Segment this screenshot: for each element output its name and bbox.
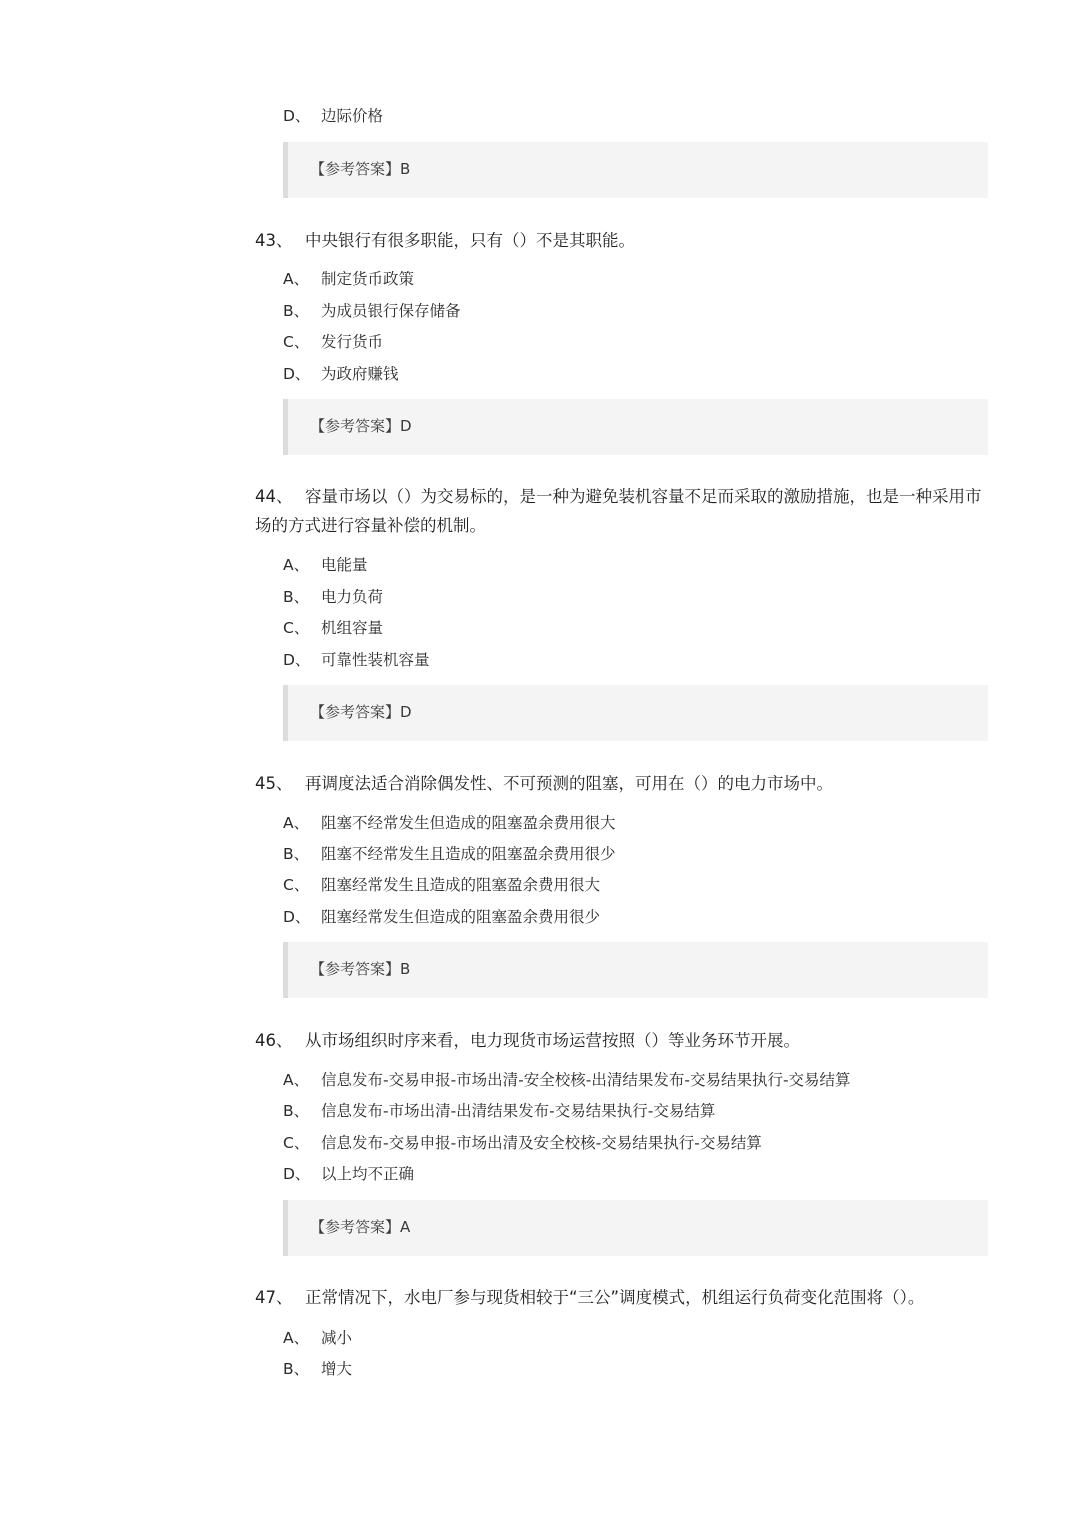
option-d (283, 106, 383, 126)
option-text: 以上均不正确 (321, 1165, 415, 1183)
option-b (283, 1101, 715, 1121)
option-letter: A、 (283, 814, 310, 832)
option-text: 为成员银行保存储备 (321, 302, 461, 320)
option-letter: B、 (283, 588, 310, 606)
option-letter: B、 (283, 302, 310, 320)
option-text: 阻塞不经常发生但造成的阻塞盈余费用很大 (321, 814, 616, 832)
option-letter: A、 (283, 1329, 310, 1347)
option-d (283, 907, 600, 927)
option-d (283, 650, 430, 670)
answer-box (283, 142, 988, 198)
option-letter: C、 (283, 1134, 310, 1152)
question-number: 45、 (255, 774, 293, 793)
question-text: 从市场组织时序来看，电力现货市场运营按照（）等业务环节开展。 (305, 1031, 800, 1050)
answer-box (283, 942, 988, 998)
option-text: 阻塞经常发生但造成的阻塞盈余费用很少 (321, 908, 601, 926)
option-c (283, 1133, 762, 1153)
option-letter: B、 (283, 845, 310, 863)
option-a (283, 813, 616, 833)
question-46 (255, 1026, 990, 1055)
answer-text: 【参考答案】B (310, 160, 411, 178)
question-47 (255, 1283, 990, 1312)
option-text: 增大 (321, 1360, 353, 1378)
question-number: 46、 (255, 1031, 293, 1050)
option-a (283, 269, 414, 289)
option-letter: A、 (283, 1071, 310, 1089)
option-letter: D、 (283, 651, 311, 669)
option-b (283, 301, 461, 321)
option-a (283, 1070, 851, 1090)
question-number: 43、 (255, 231, 293, 250)
option-letter: D、 (283, 908, 311, 926)
option-a (283, 1328, 352, 1348)
option-letter: D、 (283, 1165, 311, 1183)
answer-text: 【参考答案】D (310, 417, 412, 435)
option-c (283, 618, 383, 638)
question-45 (255, 769, 990, 798)
option-text: 为政府赚钱 (321, 365, 399, 383)
question-text: 再调度法适合消除偶发性、不可预测的阻塞，可用在（）的电力市场中。 (305, 774, 833, 793)
option-d (283, 364, 399, 384)
option-c (283, 875, 600, 895)
answer-text: 【参考答案】D (310, 703, 412, 721)
answer-box (283, 399, 988, 455)
option-d (283, 1164, 414, 1184)
option-text: 信息发布-交易申报-市场出清-安全校核-出清结果发布-交易结果执行-交易结算 (321, 1071, 851, 1089)
option-letter: C、 (283, 876, 310, 894)
option-c (283, 332, 383, 352)
option-b (283, 844, 616, 864)
option-b (283, 587, 383, 607)
option-a (283, 555, 368, 575)
answer-box (283, 685, 988, 741)
option-letter: B、 (283, 1102, 310, 1120)
question-number: 47、 (255, 1288, 293, 1307)
question-text: 容量市场以（）为交易标的，是一种为避免装机容量不足而采取的激励措施，也是一种采用市场的方式进行容量补偿的机制。 (255, 487, 982, 535)
option-text: 电力负荷 (321, 588, 384, 606)
question-number: 44、 (255, 487, 293, 506)
question-text: 中央银行有很多职能，只有（）不是其职能。 (305, 231, 635, 250)
option-text: 阻塞经常发生且造成的阻塞盈余费用很大 (321, 876, 601, 894)
option-text: 边际价格 (321, 107, 384, 125)
option-text: 减小 (321, 1329, 353, 1347)
answer-text: 【参考答案】B (310, 960, 411, 978)
option-letter: D、 (283, 365, 311, 383)
option-text: 发行货币 (321, 333, 384, 351)
question-text: 正常情况下，水电厂参与现货相较于“三公”调度模式，机组运行负荷变化范围将（）。 (305, 1288, 925, 1307)
question-43 (255, 226, 990, 255)
option-letter: C、 (283, 619, 310, 637)
option-letter: B、 (283, 1360, 310, 1378)
answer-box (283, 1200, 988, 1256)
option-text: 信息发布-市场出清-出清结果发布-交易结果执行-交易结算 (321, 1102, 716, 1120)
question-44 (255, 482, 990, 540)
option-letter: A、 (283, 556, 310, 574)
option-b (283, 1359, 352, 1379)
option-text: 可靠性装机容量 (321, 651, 430, 669)
answer-text: 【参考答案】A (310, 1218, 411, 1236)
option-text: 电能量 (321, 556, 368, 574)
option-text: 制定货币政策 (321, 270, 415, 288)
option-text: 信息发布-交易申报-市场出清及安全校核-交易结果执行-交易结算 (321, 1134, 762, 1152)
option-letter: D、 (283, 107, 311, 125)
option-text: 机组容量 (321, 619, 384, 637)
option-letter: C、 (283, 333, 310, 351)
option-letter: A、 (283, 270, 310, 288)
option-text: 阻塞不经常发生且造成的阻塞盈余费用很少 (321, 845, 616, 863)
